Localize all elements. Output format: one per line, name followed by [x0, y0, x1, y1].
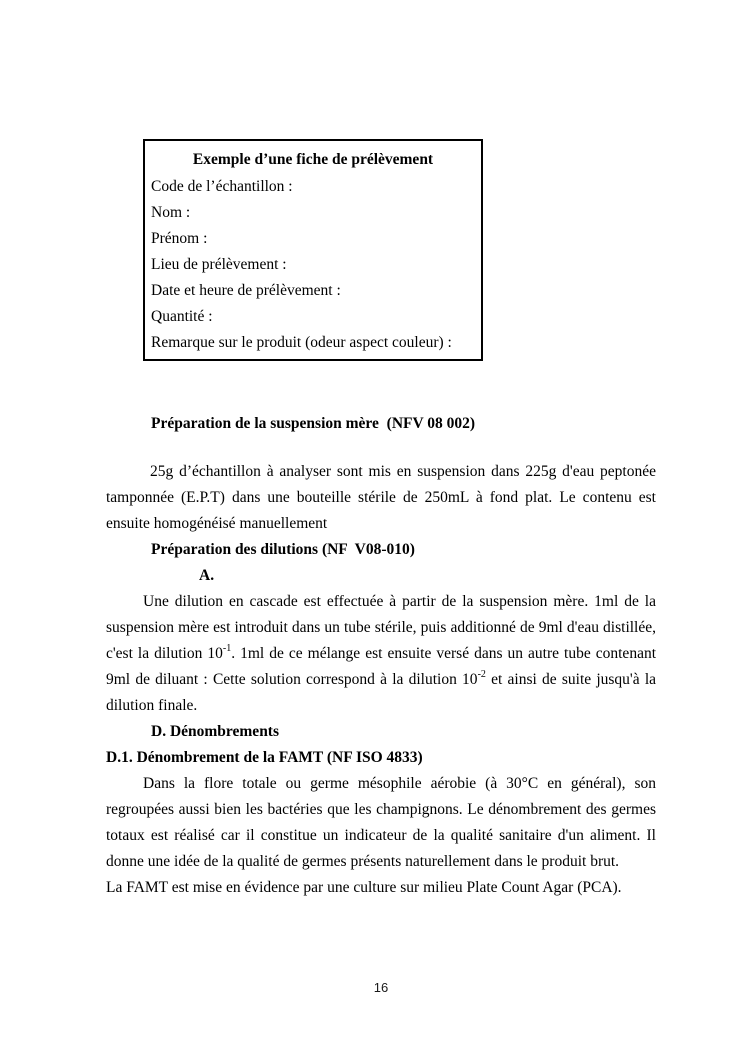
page-number: 16	[373, 980, 389, 995]
section-heading-dilutions: Préparation des dilutions (NF V08-010)	[151, 541, 415, 558]
section-heading-suspension: Préparation de la suspension mère (NFV 08 002)	[151, 415, 476, 432]
sample-sheet-field-lieu: Lieu de prélèvement :	[151, 256, 287, 273]
paragraph-flore-totale: Dans la flore totale ou germe mésophile aérobie (à 30°C en général), son regroupées aussi bien les bactéries que les champignons. Le dénombrement des germes totaux est réalisé car il constitue un indicateur de la qualité sanitaire d'un aliment. Il donne une idée de la qualité de germes présents naturellement dans le produit brut.	[106, 775, 656, 870]
section-heading-famt: D.1. Dénombrement de la FAMT (NF ISO 4833)	[106, 749, 423, 766]
section-heading-denombrements: D. Dénombrements	[151, 723, 280, 740]
sample-sheet-box	[143, 139, 483, 361]
sample-sheet-field-remarque: Remarque sur le produit (odeur aspect couleur) :	[151, 334, 452, 351]
sample-sheet-field-nom: Nom :	[151, 204, 191, 221]
sample-sheet-title: Exemple d’une fiche de prélèvement	[192, 151, 434, 168]
sample-sheet-field-code: Code de l’échantillon :	[151, 178, 293, 195]
paragraph-famt-note: La FAMT est mise en évidence par une culture sur milieu Plate Count Agar (PCA).	[106, 879, 622, 896]
sample-sheet-field-date-heure: Date et heure de prélèvement :	[151, 282, 341, 299]
paragraph-dilutions: Une dilution en cascade est effectuée à partir de la suspension mère. 1ml de la suspension mère est introduit dans un tube stérile, puis additionné de 9ml d'eau distillée, c'est la dilution $10^{-1}$. 1ml de ce mélange est ensuite versé dans un autre tube contenant 9ml de diluant : Cette solution correspond à la dilution $10^{-2}$ et ainsi de suite jusqu'à la dilution finale.	[106, 593, 657, 714]
sample-sheet-field-prenom: Prénom :	[151, 230, 208, 247]
sample-sheet-field-quantite: Quantité :	[151, 308, 213, 325]
subsection-label-a: A.	[199, 567, 215, 584]
paragraph-suspension: 25g d’échantillon à analyser sont mis en suspension dans 225g d'eau peptonée tamponnée (E.P.T) dans une bouteille stérile de 250mL à fond plat. Le contenu est ensuite homogénéisé manuellement	[106, 463, 656, 532]
